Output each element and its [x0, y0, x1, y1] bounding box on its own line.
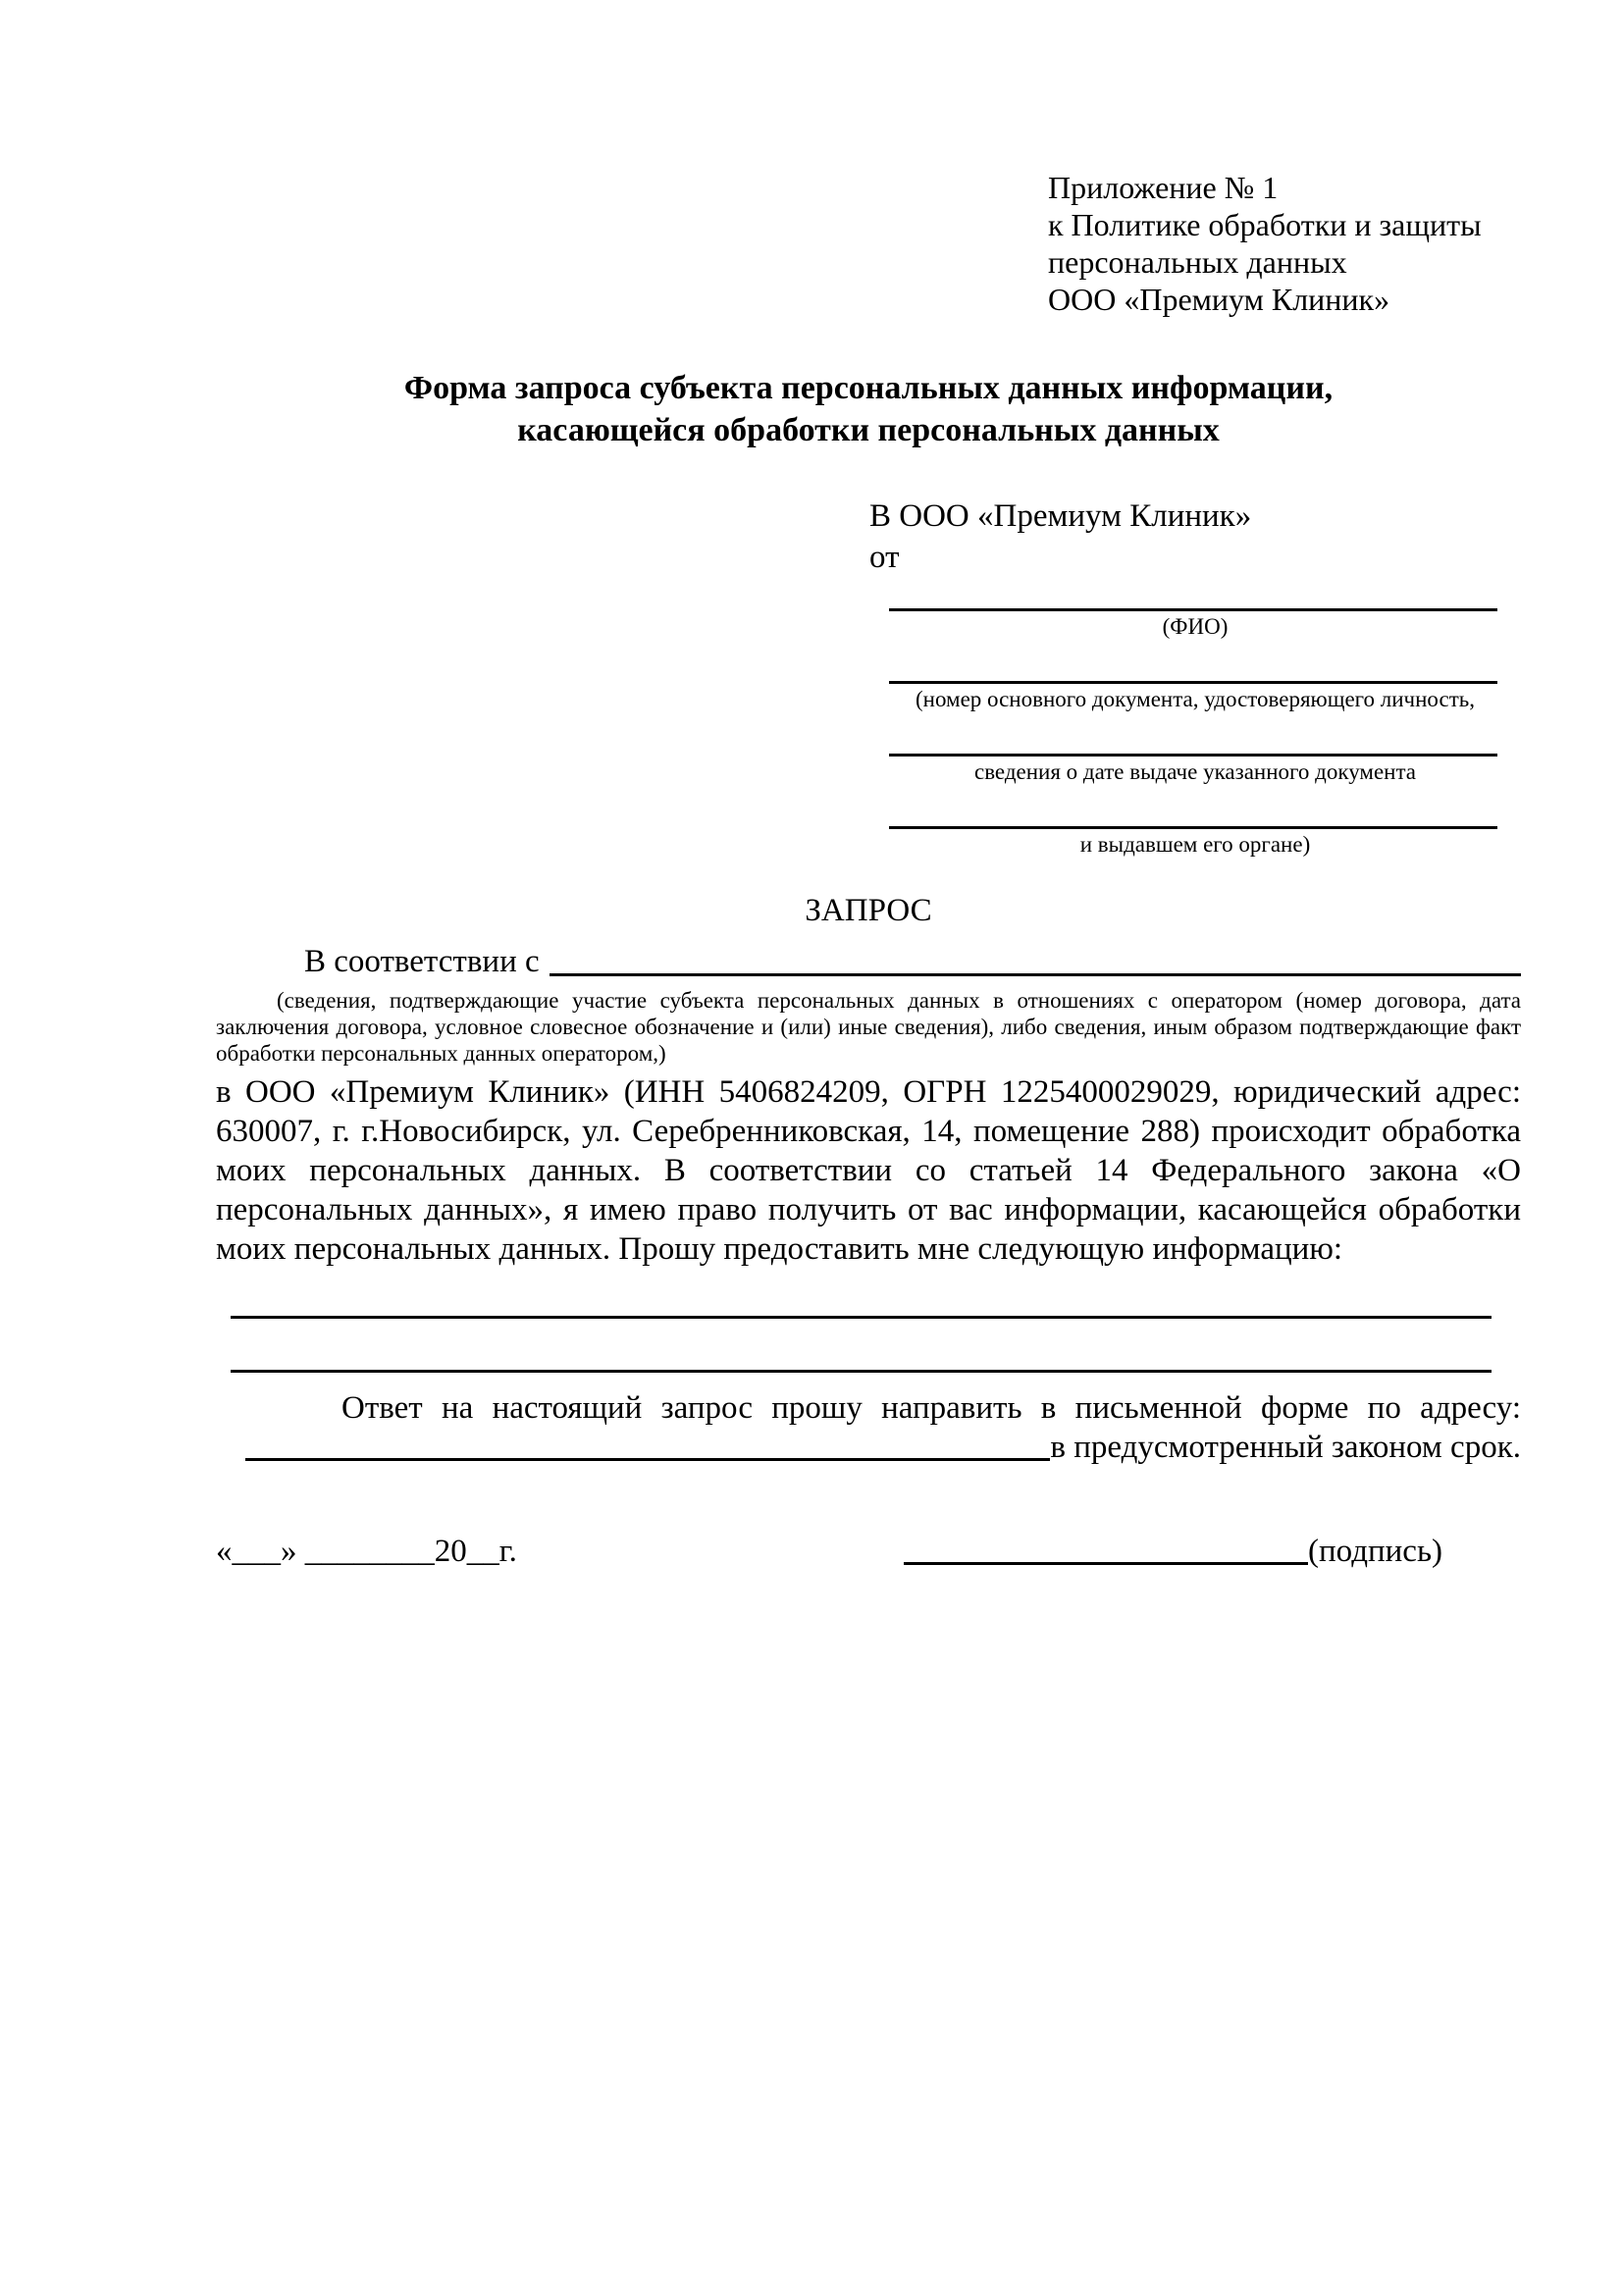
fio-input-line[interactable]	[889, 608, 1497, 611]
document-number-field	[869, 681, 1521, 712]
document-number-input-line[interactable]	[889, 681, 1497, 684]
accordance-label: В соответствии с	[304, 944, 540, 979]
document-title	[216, 367, 1521, 451]
issuing-authority-field	[869, 826, 1521, 858]
reply-address-row	[216, 1428, 1521, 1467]
fine-print-note: (сведения, подтверждающие участие субъекта персональных данных в отношениях с оператором (номер договора, дата заключения договора, условное словесное обозначение и (или) иные сведения), либо сведения, иным образом подтверждающие факт обработки персональных данных оператором,)	[216, 988, 1521, 1066]
appendix-line: персональных данных	[1048, 244, 1347, 280]
paragraph-indent	[216, 942, 304, 981]
date-blank[interactable]: «___» ________20__г.	[216, 1534, 517, 1569]
accordance-row	[216, 942, 1521, 981]
appendix-line: к Политике обработки и защиты	[1048, 207, 1482, 242]
issue-date-field	[869, 754, 1521, 785]
reply-tail-text: в предусмотренный законом срок.	[1050, 1430, 1521, 1465]
request-heading: ЗАПРОС	[805, 893, 932, 928]
signature-input-line[interactable]	[904, 1562, 1308, 1565]
appendix-line: ООО «Премиум Клиник»	[1048, 282, 1390, 317]
accordance-input-line[interactable]	[550, 942, 1521, 976]
document-number-field-label: (номер основного документа, удостоверяющего личность,	[915, 687, 1475, 711]
addressee-block	[869, 496, 1521, 858]
appendix-line: Приложение № 1	[1048, 170, 1279, 205]
address-input-line[interactable]	[245, 1458, 1050, 1461]
signature-label: (подпись)	[1308, 1534, 1442, 1569]
issuing-authority-input-line[interactable]	[889, 826, 1497, 829]
information-input-line-2[interactable]	[231, 1370, 1492, 1373]
issue-date-input-line[interactable]	[889, 754, 1497, 757]
request-body-paragraph: в ООО «Премиум Клиник» (ИНН 5406824209, ОГРН 1225400029029, юридический адрес: 630007, г. г.Новосибирск, ул. Серебренниковская, 14, помещение 288) происходит обработка моих персональных данных. В соответствии со статьей 14 Федерального закона «О персональных данных», я имею право получить от вас информации, касающейся обработки моих персональных данных. Прошу предоставить мне следующую информацию:	[216, 1074, 1521, 1267]
document-title-line: касающейся обработки персональных данных	[517, 412, 1220, 448]
fio-field-label: (ФИО)	[1162, 614, 1229, 639]
fio-field	[869, 608, 1521, 640]
addressee-to: В ООО «Премиум Клиник»	[869, 498, 1252, 534]
document-title-line: Форма запроса субъекта персональных данных информации,	[403, 370, 1334, 406]
signature-row	[216, 1532, 1521, 1571]
issue-date-field-label: сведения о дате выдаче указанного документа	[973, 759, 1417, 784]
information-input-line-1[interactable]	[231, 1316, 1492, 1319]
appendix-block	[1048, 169, 1521, 318]
signature-area	[904, 1532, 1442, 1571]
addressee-from: от	[869, 540, 900, 575]
issuing-authority-field-label: и выдавшем его органе)	[1079, 832, 1311, 857]
reply-sentence: Ответ на настоящий запрос прошу направить в письменной форме по адресу:	[341, 1390, 1521, 1426]
